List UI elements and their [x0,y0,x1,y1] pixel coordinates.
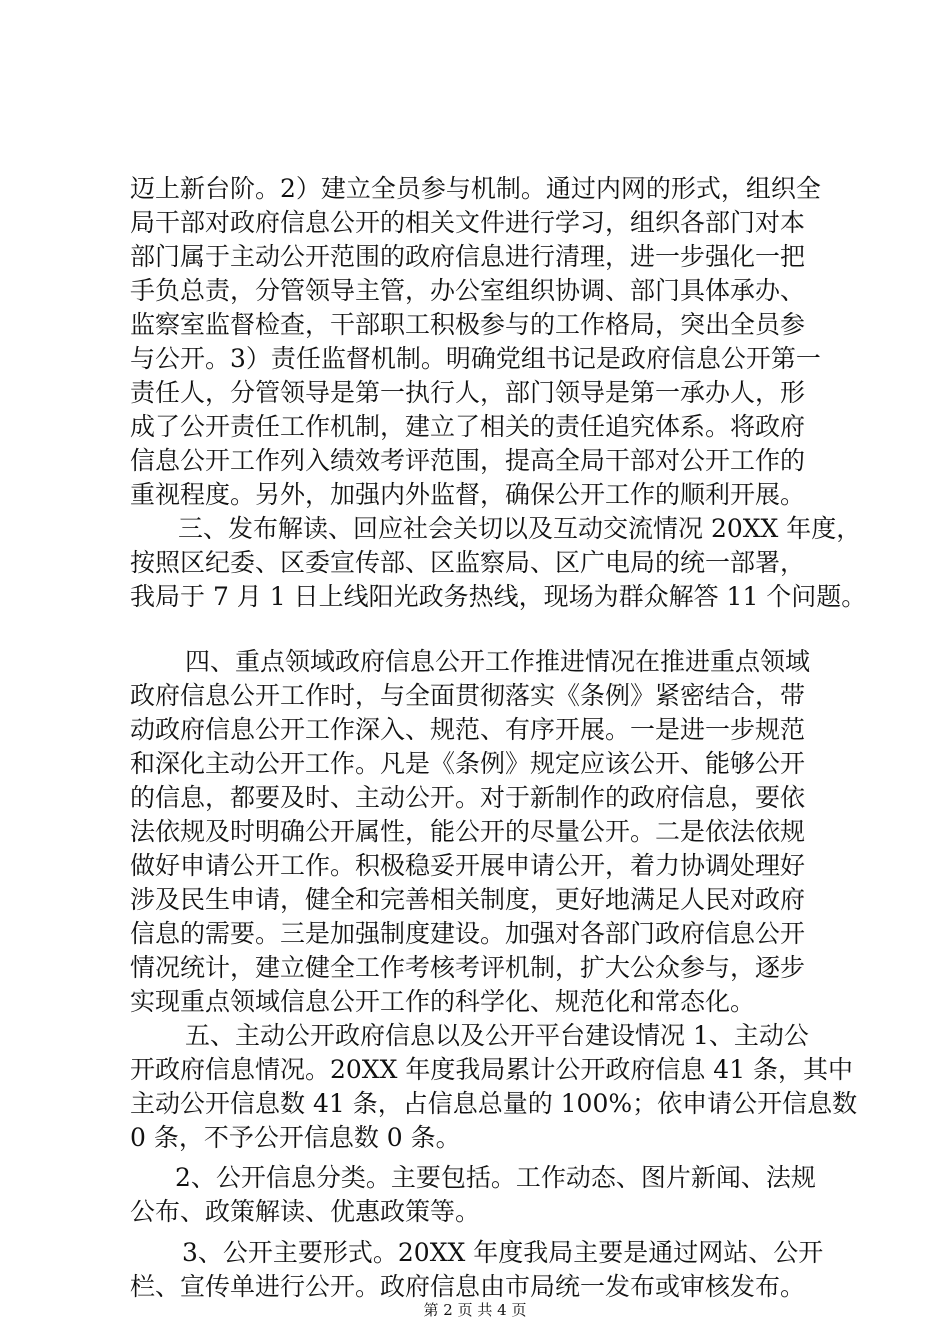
text-line: 情况统计，建立健全工作考核考评机制，扩大公众参与，逐步 [130,953,806,982]
text-line: 和深化主动公开工作。凡是《条例》规定应该公开、能够公开 [130,749,806,778]
page-number-footer: 第 2 页 共 4 页 [423,1301,527,1319]
text-line: 与公开。3）责任监督机制。明确党组书记是政府信息公开第一 [130,344,821,373]
text-line: 涉及民生申请，健全和完善相关制度，更好地满足人民对政府 [130,885,806,914]
text-line: 我局于 7 月 1 日上线阳光政务热线，现场为群众解答 11 个问题。 [130,582,867,611]
text-line: 局干部对政府信息公开的相关文件进行学习，组织各部门对本 [130,208,806,237]
text-line: 主动公开信息数 41 条，占信息总量的 100%；依申请公开信息数 [130,1089,858,1118]
section-heading-3: 三、发布解读、回应社会关切以及互动交流情况 20XX 年度， [178,514,862,543]
text-line: 公布、政策解读、优惠政策等。 [130,1197,481,1226]
text-line: 责任人，分管领导是第一执行人，部门领导是第一承办人，形 [130,378,806,407]
text-line: 手负总责，分管领导主管，办公室组织协调、部门具体承办、 [130,276,806,305]
text-line: 动政府信息公开工作深入、规范、有序开展。一是进一步规范 [130,715,806,744]
text-line: 0 条，不予公开信息数 0 条。 [130,1123,461,1152]
text-line: 按照区纪委、区委宣传部、区监察局、区广电局的统一部署， [130,548,806,577]
text-line: 做好申请公开工作。积极稳妥开展申请公开，着力协调处理好 [130,851,806,880]
section-heading-4: 四、重点领域政府信息公开工作推进情况在推进重点领域 [185,647,811,676]
text-line: 的信息，都要及时、主动公开。对于新制作的政府信息，要依 [130,783,806,812]
text-line: 栏、宣传单进行公开。政府信息由市局统一发布或审核发布。 [130,1272,806,1301]
text-line: 监察室监督检查，干部职工积极参与的工作格局，突出全员参 [130,310,806,339]
text-line: 迈上新台阶。2）建立全员参与机制。通过内网的形式，组织全 [130,174,821,203]
subsection-2: 2、公开信息分类。主要包括。工作动态、图片新闻、法规 [175,1163,816,1192]
text-line: 重视程度。另外，加强内外监督，确保公开工作的顺利开展。 [130,480,806,509]
text-line: 部门属于主动公开范围的政府信息进行清理，进一步强化一把 [130,242,806,271]
text-line: 信息的需要。三是加强制度建设。加强对各部门政府信息公开 [130,919,806,948]
text-line: 信息公开工作列入绩效考评范围，提高全局干部对公开工作的 [130,446,806,475]
section-heading-5: 五、主动公开政府信息以及公开平台建设情况 1、主动公 [185,1021,809,1050]
text-line: 政府信息公开工作时，与全面贯彻落实《条例》紧密结合，带 [130,681,806,710]
subsection-3: 3、公开主要形式。20XX 年度我局主要是通过网站、公开 [182,1238,824,1267]
text-line: 成了公开责任工作机制，建立了相关的责任追究体系。将政府 [130,412,806,441]
text-line: 法依规及时明确公开属性，能公开的尽量公开。二是依法依规 [130,817,806,846]
text-line: 实现重点领域信息公开工作的科学化、规范化和常态化。 [130,987,756,1016]
text-line: 开政府信息情况。20XX 年度我局累计公开政府信息 41 条，其中 [130,1055,854,1084]
